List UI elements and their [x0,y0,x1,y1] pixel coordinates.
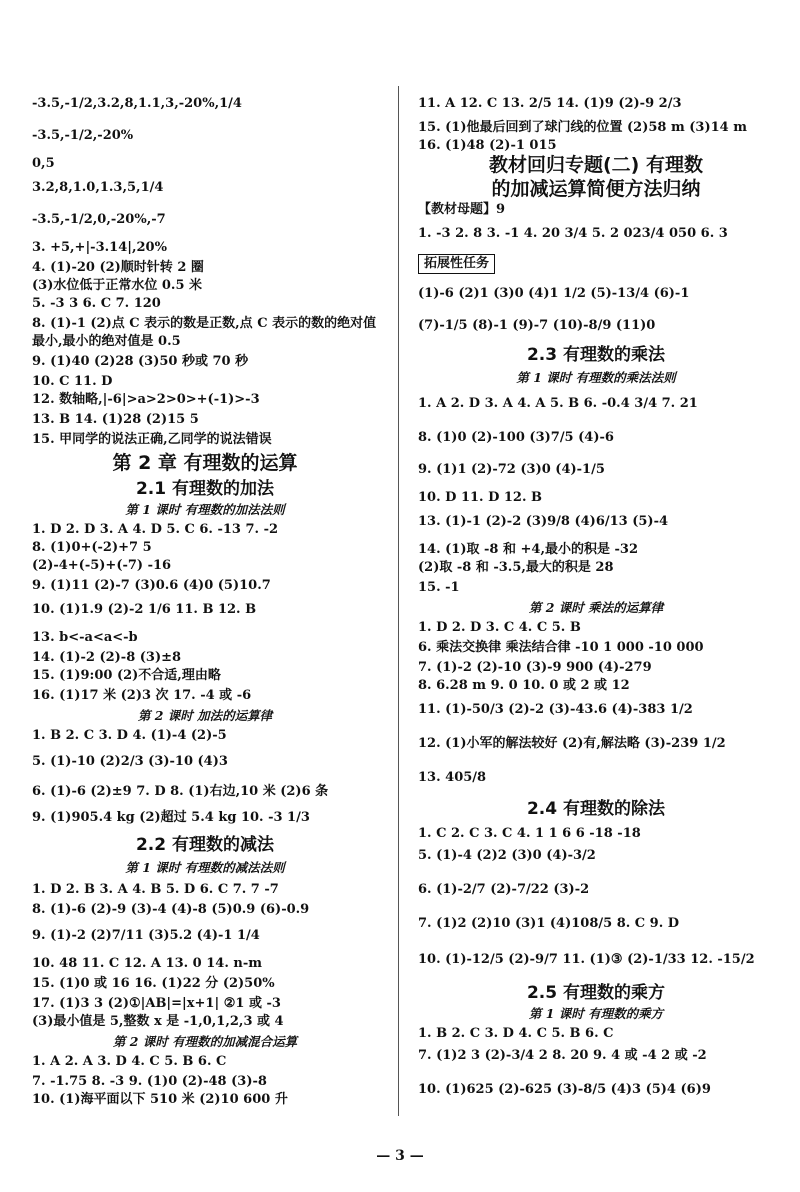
answer-line: 8. (1)-1 (2)点 C 表示的数是正数,点 C 表示的数的绝对值 [32,316,377,331]
column-divider [398,86,399,1116]
answer-line: 13. B 14. (1)28 (2)15 5 [32,412,199,427]
answer-line: 1. -3 2. 8 3. -1 4. 20 3/4 5. 2 023/4 050 6. 3 [418,226,728,241]
answer-line: 11. (1)-50/3 (2)-2 (3)-43.6 (4)-383 1/2 [418,702,693,717]
answer-line: 【教材母题】9 [418,202,506,217]
answer-line: 11. A 12. C 13. 2/5 14. (1)9 (2)-9 2/3 [418,96,682,111]
answer-line: 3. +5,+|-3.14|,20% [32,240,167,255]
answer-line: 10. 48 11. C 12. A 13. 0 14. n-m [32,956,262,971]
lesson-subtitle: 第 2 课时 加法的运算律 [137,708,273,723]
answer-line: 5. (1)-4 (2)2 (3)0 (4)-3/2 [418,848,596,863]
answer-line: 10. (1)海平面以下 510 米 (2)10 600 升 [32,1092,288,1107]
answer-line: (7)-1/5 (8)-1 (9)-7 (10)-8/9 (11)0 [418,318,656,333]
answer-line: 1. D 2. D 3. A 4. D 5. C 6. -13 7. -2 [32,522,279,537]
answer-line: 10. D 11. D 12. B [418,490,543,505]
answer-line: 9. (1)1 (2)-72 (3)0 (4)-1/5 [418,462,605,477]
lesson-subtitle: 第 1 课时 有理数的加法法则 [125,502,285,517]
answer-line: 13. b<-a<a<-b [32,630,138,645]
answer-line: 13. 405/8 [418,770,487,785]
answer-line: 7. (1)2 (2)10 (3)1 (4)108/5 8. C 9. D [418,916,680,931]
answer-line: (2)取 -8 和 -3.5,最大的积是 28 [418,560,614,575]
answer-line: 5. (1)-10 (2)2/3 (3)-10 (4)3 [32,754,228,769]
answer-line: 5. -3 3 6. C 7. 120 [32,296,161,311]
answer-line: 12. 数轴略,|-6|>a>2>0>+(-1)>-3 [32,392,260,407]
answer-line: 10. C 11. D [32,374,113,389]
answer-line: 13. (1)-1 (2)-2 (3)9/8 (4)6/13 (5)-4 [418,514,669,529]
answer-line: 16. (1)17 米 (2)3 次 17. -4 或 -6 [32,688,252,703]
answer-line: 15. (1)0 或 16 16. (1)22 分 (2)50% [32,976,275,991]
answer-line: 1. B 2. C 3. D 4. (1)-4 (2)-5 [32,728,227,743]
chapter-title: 的加减运算简便方法归纳 [491,178,701,200]
answer-line: 9. (1)40 (2)28 (3)50 秒或 70 秒 [32,354,249,369]
answer-line: 16. (1)48 (2)-1 015 [418,138,557,153]
answer-line: 9. (1)-2 (2)7/11 (3)5.2 (4)-1 1/4 [32,928,260,943]
answer-line: (3)最小值是 5,整数 x 是 -1,0,1,2,3 或 4 [32,1014,284,1029]
lesson-subtitle: 第 2 课时 乘法的运算律 [528,600,664,615]
lesson-subtitle: 第 1 课时 有理数的乘法法则 [516,370,676,385]
answer-line: 10. (1)-12/5 (2)-9/7 11. (1)③ (2)-1/33 12. -15/2 [418,952,755,967]
answer-line: 10. (1)625 (2)-625 (3)-8/5 (4)3 (5)4 (6)9 [418,1082,711,1097]
chapter-title: 教材回归专题(二) 有理数 [489,154,703,176]
answer-line: 8. (1)0+(-2)+7 5 [32,540,152,555]
answer-line: 7. (1)-2 (2)-10 (3)-9 900 (4)-279 [418,660,652,675]
answer-line: 14. (1)-2 (2)-8 (3)±8 [32,650,182,665]
answer-line: 10. (1)1.9 (2)-2 1/6 11. B 12. B [32,602,257,617]
section-title: 2.1 有理数的加法 [135,479,275,499]
answer-line: 9. (1)905.4 kg (2)超过 5.4 kg 10. -3 1/3 [32,810,310,825]
answer-line: 1. A 2. D 3. A 4. A 5. B 6. -0.4 3/4 7. 21 [418,396,698,411]
section-title: 2.5 有理数的乘方 [526,983,666,1003]
page-number: — 3 — [376,1148,424,1164]
chapter-title: 第 2 章 有理数的运算 [112,452,298,474]
answer-line: 最小,最小的绝对值是 0.5 [32,334,181,349]
answer-line: 4. (1)-20 (2)顺时针转 2 圈 [32,260,204,275]
section-title: 2.3 有理数的乘法 [526,345,666,365]
answer-line: 6. (1)-2/7 (2)-7/22 (3)-2 [418,882,590,897]
section-title: 2.2 有理数的减法 [135,835,275,855]
answer-line: 9. (1)11 (2)-7 (3)0.6 (4)0 (5)10.7 [32,578,271,593]
answer-line: 1. A 2. A 3. D 4. C 5. B 6. C [32,1054,227,1069]
lesson-subtitle: 第 1 课时 有理数的减法法则 [125,860,285,875]
answer-line: 1. D 2. B 3. A 4. B 5. D 6. C 7. 7 -7 [32,882,279,897]
lesson-subtitle: 第 1 课时 有理数的乘方 [528,1006,664,1021]
answer-line: (2)-4+(-5)+(-7) -16 [32,558,172,573]
answer-line: 15. (1)他最后回到了球门线的位置 (2)58 m (3)14 m [418,120,747,135]
answer-line: 3.2,8,1.0,1.3,5,1/4 [32,180,164,195]
section-title: 2.4 有理数的除法 [526,799,666,819]
answer-line: -3.5,-1/2,-20% [32,128,134,143]
answer-line: (1)-6 (2)1 (3)0 (4)1 1/2 (5)-13/4 (6)-1 [418,286,690,301]
answer-line: 8. (1)0 (2)-100 (3)7/5 (4)-6 [418,430,614,445]
answer-line: 15. (1)9:00 (2)不合适,理由略 [32,668,221,683]
answer-line: 1. C 2. C 3. C 4. 1 1 6 6 -18 -18 [418,826,641,841]
answer-line: 7. -1.75 8. -3 9. (1)0 (2)-48 (3)-8 [32,1074,267,1089]
answer-line: 0,5 [32,156,55,171]
answer-line: -3.5,-1/2,3.2,8,1.1,3,-20%,1/4 [32,96,242,111]
boxed-label: 拓展性任务 [418,254,495,274]
answer-line: -3.5,-1/2,0,-20%,-7 [32,212,166,227]
answer-line: 6. 乘法交换律 乘法结合律 -10 1 000 -10 000 [418,640,704,655]
answer-line: 8. 6.28 m 9. 0 10. 0 或 2 或 12 [418,678,630,693]
answer-line: 17. (1)3 3 (2)①|AB|=|x+1| ②1 或 -3 [32,996,281,1011]
answer-line: 12. (1)小军的解法较好 (2)有,解法略 (3)-239 1/2 [418,736,726,751]
answer-line: 15. -1 [418,580,460,595]
answer-line: 8. (1)-6 (2)-9 (3)-4 (4)-8 (5)0.9 (6)-0.9 [32,902,310,917]
answer-line: 15. 甲同学的说法正确,乙同学的说法错误 [32,432,272,447]
answer-line: (3)水位低于正常水位 0.5 米 [32,278,203,293]
lesson-subtitle: 第 2 课时 有理数的加减混合运算 [112,1034,298,1049]
answer-line: 1. B 2. C 3. D 4. C 5. B 6. C [418,1026,614,1041]
answer-line: 1. D 2. D 3. C 4. C 5. B [418,620,581,635]
answer-line: 6. (1)-6 (2)±9 7. D 8. (1)右边,10 米 (2)6 条 [32,784,329,799]
answer-line: 7. (1)2 3 (2)-3/4 2 8. 20 9. 4 或 -4 2 或 -2 [418,1048,707,1063]
answer-line: 14. (1)取 -8 和 +4,最小的积是 -32 [418,542,638,557]
